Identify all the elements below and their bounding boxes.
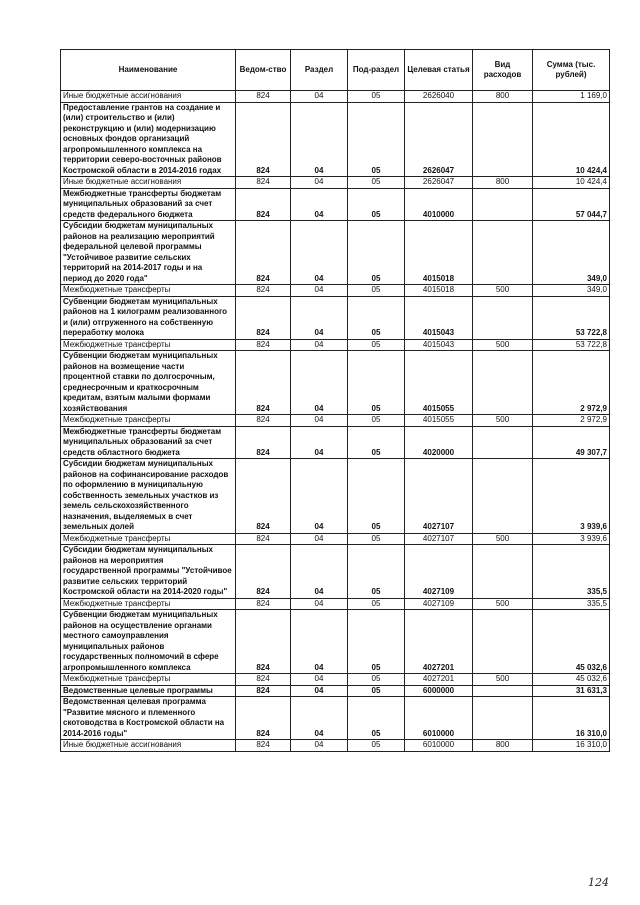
table-row [61, 285, 610, 297]
row-sum: 2 972,9 [533, 415, 610, 427]
row-subsection: 05 [348, 426, 405, 459]
table-row [61, 351, 610, 415]
row-sum: 3 939,6 [533, 533, 610, 545]
row-type: 800 [473, 177, 533, 189]
row-section: 04 [291, 459, 348, 534]
row-subsection: 05 [348, 351, 405, 415]
row-target: 6010000 [405, 697, 473, 740]
row-type [473, 610, 533, 674]
table-row [61, 221, 610, 285]
row-type: 500 [473, 285, 533, 297]
row-subsection: 05 [348, 221, 405, 285]
row-section: 04 [291, 188, 348, 221]
row-target: 4015018 [405, 221, 473, 285]
row-target: 6000000 [405, 685, 473, 697]
row-sum: 335,5 [533, 545, 610, 599]
table-row [61, 740, 610, 752]
row-sum: 16 310,0 [533, 697, 610, 740]
header-dept: Ведом-ство [236, 50, 291, 91]
row-sum: 1 169,0 [533, 91, 610, 103]
row-type: 500 [473, 598, 533, 610]
row-dept: 824 [236, 91, 291, 103]
row-target: 4027107 [405, 459, 473, 534]
row-dept: 824 [236, 339, 291, 351]
row-dept: 824 [236, 685, 291, 697]
row-dept: 824 [236, 415, 291, 427]
row-subsection: 05 [348, 740, 405, 752]
row-target: 4015055 [405, 415, 473, 427]
row-type [473, 102, 533, 177]
row-target: 4027109 [405, 598, 473, 610]
row-subsection: 05 [348, 415, 405, 427]
row-target: 6010000 [405, 740, 473, 752]
row-sum: 53 722,8 [533, 296, 610, 339]
header-name: Наименование [61, 50, 236, 91]
row-dept: 824 [236, 102, 291, 177]
row-target: 4015043 [405, 339, 473, 351]
row-section: 04 [291, 285, 348, 297]
row-name: Межбюджетные трансферты [61, 415, 236, 427]
table-row [61, 697, 610, 740]
row-subsection: 05 [348, 91, 405, 103]
row-subsection: 05 [348, 533, 405, 545]
row-type [473, 221, 533, 285]
row-type: 500 [473, 674, 533, 686]
row-name: Субвенции бюджетам муниципальных районов на возмещение части процентной ставки по долгосрочным, среднесрочным и краткосрочным кредитам, взятым малыми формами хозяйствования [61, 351, 236, 415]
row-name: Субсидии бюджетам муниципальных районов на софинансирование расходов по оформлению в муниципальную собственность земельных участков из земель сельскохозяйственного назначения, выделяемых в счет земельных долей [61, 459, 236, 534]
row-sum: 335,5 [533, 598, 610, 610]
table-row [61, 188, 610, 221]
row-sum: 49 307,7 [533, 426, 610, 459]
row-dept: 824 [236, 459, 291, 534]
row-section: 04 [291, 296, 348, 339]
table-row [61, 685, 610, 697]
row-dept: 824 [236, 426, 291, 459]
row-subsection: 05 [348, 610, 405, 674]
row-section: 04 [291, 697, 348, 740]
row-section: 04 [291, 415, 348, 427]
table-row [61, 674, 610, 686]
row-subsection: 05 [348, 674, 405, 686]
header-section: Раздел [291, 50, 348, 91]
row-target: 4015043 [405, 296, 473, 339]
row-sum: 2 972,9 [533, 351, 610, 415]
row-dept: 824 [236, 674, 291, 686]
row-sum: 10 424,4 [533, 177, 610, 189]
row-sum: 45 032,6 [533, 610, 610, 674]
row-sum: 53 722,8 [533, 339, 610, 351]
table-body [61, 91, 610, 752]
row-section: 04 [291, 102, 348, 177]
row-section: 04 [291, 221, 348, 285]
row-target: 4020000 [405, 426, 473, 459]
row-section: 04 [291, 674, 348, 686]
row-target: 4027107 [405, 533, 473, 545]
header-type: Вид расходов [473, 50, 533, 91]
row-name: Предоставление грантов на создание и (или) строительство и (или) реконструкцию и (или) модернизацию основных фондов организаций агропромышленного комплекса на территории северо-восточных районов Костромской области в 2014-2016 годах [61, 102, 236, 177]
header-subsection: Под-раздел [348, 50, 405, 91]
row-sum: 349,0 [533, 285, 610, 297]
header-sum: Сумма (тыс. рублей) [533, 50, 610, 91]
row-type [473, 296, 533, 339]
row-dept: 824 [236, 610, 291, 674]
row-name: Иные бюджетные ассигнования [61, 91, 236, 103]
table-row [61, 91, 610, 103]
row-dept: 824 [236, 285, 291, 297]
row-target: 2626040 [405, 91, 473, 103]
row-subsection: 05 [348, 685, 405, 697]
row-dept: 824 [236, 545, 291, 599]
row-section: 04 [291, 740, 348, 752]
row-name: Субвенции бюджетам муниципальных районов на осуществление органами местного самоуправления муниципальных районов государственных полномочий в сфере агропромышленного комплекса [61, 610, 236, 674]
row-dept: 824 [236, 221, 291, 285]
row-dept: 824 [236, 598, 291, 610]
row-target: 4027201 [405, 674, 473, 686]
row-dept: 824 [236, 177, 291, 189]
row-section: 04 [291, 351, 348, 415]
table-row [61, 102, 610, 177]
row-dept: 824 [236, 740, 291, 752]
row-section: 04 [291, 339, 348, 351]
row-name: Межбюджетные трансферты [61, 598, 236, 610]
row-name: Иные бюджетные ассигнования [61, 177, 236, 189]
row-sum: 45 032,6 [533, 674, 610, 686]
row-target: 2626047 [405, 102, 473, 177]
row-type: 800 [473, 740, 533, 752]
row-subsection: 05 [348, 339, 405, 351]
row-sum: 349,0 [533, 221, 610, 285]
row-type [473, 351, 533, 415]
row-subsection: 05 [348, 177, 405, 189]
table-row [61, 415, 610, 427]
row-name: Межбюджетные трансферты [61, 533, 236, 545]
row-subsection: 05 [348, 459, 405, 534]
row-type [473, 459, 533, 534]
table-row [61, 426, 610, 459]
row-section: 04 [291, 91, 348, 103]
row-dept: 824 [236, 533, 291, 545]
row-name: Межбюджетные трансферты бюджетам муниципальных образований за счет средств федерального бюджета [61, 188, 236, 221]
row-subsection: 05 [348, 102, 405, 177]
row-type [473, 685, 533, 697]
table-row [61, 545, 610, 599]
row-sum: 3 939,6 [533, 459, 610, 534]
table-row [61, 598, 610, 610]
page-number: 124 [588, 876, 609, 889]
row-sum: 16 310,0 [533, 740, 610, 752]
row-target: 4027201 [405, 610, 473, 674]
row-section: 04 [291, 598, 348, 610]
header-row [61, 50, 610, 91]
row-dept: 824 [236, 296, 291, 339]
row-section: 04 [291, 177, 348, 189]
table-row [61, 610, 610, 674]
row-dept: 824 [236, 351, 291, 415]
row-section: 04 [291, 426, 348, 459]
row-dept: 824 [236, 697, 291, 740]
table-row [61, 339, 610, 351]
row-sum: 31 631,3 [533, 685, 610, 697]
row-subsection: 05 [348, 697, 405, 740]
row-name: Субсидии бюджетам муниципальных районов на мероприятия государственной программы "Устойчивое развитие сельских территорий Костромской области на 2014-2020 годы" [61, 545, 236, 599]
row-section: 04 [291, 533, 348, 545]
row-name: Ведомственные целевые программы [61, 685, 236, 697]
row-subsection: 05 [348, 188, 405, 221]
row-name: Иные бюджетные ассигнования [61, 740, 236, 752]
row-name: Субсидии бюджетам муниципальных районов на реализацию мероприятий федеральной целевой программы "Устойчивое развитие сельских территорий на 2014-2017 годы и на период до 2020 года" [61, 221, 236, 285]
row-target: 4015018 [405, 285, 473, 297]
row-target: 4010000 [405, 188, 473, 221]
row-subsection: 05 [348, 598, 405, 610]
row-dept: 824 [236, 188, 291, 221]
row-type [473, 697, 533, 740]
table-row [61, 177, 610, 189]
row-name: Межбюджетные трансферты [61, 285, 236, 297]
table-row [61, 533, 610, 545]
budget-table [60, 49, 610, 752]
row-subsection: 05 [348, 285, 405, 297]
row-type [473, 426, 533, 459]
row-name: Ведомственная целевая программа "Развитие мясного и племенного скотоводства в Костромской области на 2014-2016 годы" [61, 697, 236, 740]
row-type: 500 [473, 339, 533, 351]
row-target: 4015055 [405, 351, 473, 415]
row-name: Субвенции бюджетам муниципальных районов на 1 килограмм реализованного и (или) отгруженного на собственную переработку молока [61, 296, 236, 339]
header-target: Целевая статья [405, 50, 473, 91]
row-section: 04 [291, 685, 348, 697]
row-section: 04 [291, 545, 348, 599]
row-subsection: 05 [348, 296, 405, 339]
row-subsection: 05 [348, 545, 405, 599]
row-type: 500 [473, 415, 533, 427]
table-row [61, 296, 610, 339]
row-target: 4027109 [405, 545, 473, 599]
row-type: 800 [473, 91, 533, 103]
row-type [473, 188, 533, 221]
row-sum: 57 044,7 [533, 188, 610, 221]
row-name: Межбюджетные трансферты [61, 674, 236, 686]
row-sum: 10 424,4 [533, 102, 610, 177]
row-section: 04 [291, 610, 348, 674]
table-row [61, 459, 610, 534]
row-name: Межбюджетные трансферты бюджетам муниципальных образований за счет средств областного бюджета [61, 426, 236, 459]
row-target: 2626047 [405, 177, 473, 189]
row-type [473, 545, 533, 599]
row-name: Межбюджетные трансферты [61, 339, 236, 351]
row-type: 500 [473, 533, 533, 545]
